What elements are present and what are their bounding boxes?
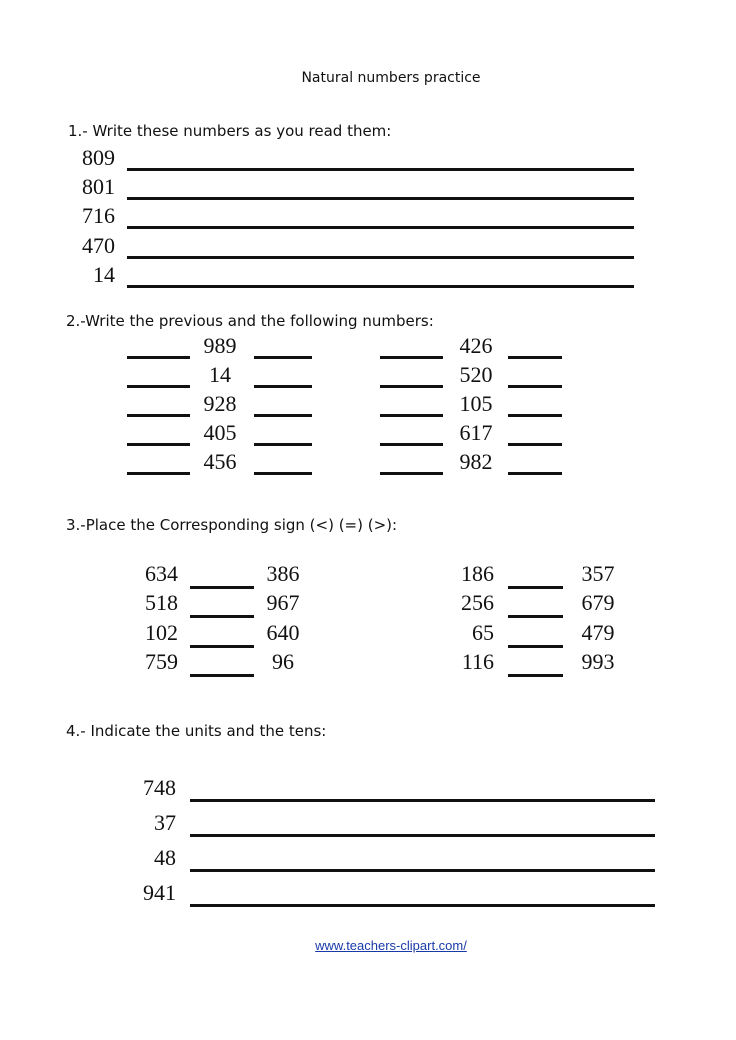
section3-sign-line[interactable] <box>190 645 254 648</box>
section3-left-number: 256 <box>461 590 494 615</box>
section2-previous-line[interactable] <box>380 472 443 475</box>
section2-following-line[interactable] <box>508 443 562 446</box>
section1-answer-line[interactable] <box>127 226 634 229</box>
section2-number: 928 <box>203 391 237 416</box>
section2-following-line[interactable] <box>254 414 312 417</box>
section2-following-line[interactable] <box>508 472 562 475</box>
section2-previous-line[interactable] <box>380 356 443 359</box>
section2-following-line[interactable] <box>254 385 312 388</box>
section1-answer-line[interactable] <box>127 285 634 288</box>
section2-previous-line[interactable] <box>380 414 443 417</box>
section3-left-number: 634 <box>145 561 178 586</box>
section3-right-number: 96 <box>272 649 294 674</box>
footer-link[interactable]: www.teachers-clipart.com/ <box>315 938 467 953</box>
section1-number: 716 <box>82 203 115 228</box>
section1-number: 14 <box>93 262 115 287</box>
section2-number: 617 <box>459 420 493 445</box>
section2-number: 989 <box>203 333 237 358</box>
section3-right-number: 386 <box>266 561 300 586</box>
section3-right-number: 357 <box>581 561 615 586</box>
section3-sign-line[interactable] <box>508 615 563 618</box>
section4-number: 48 <box>154 845 176 870</box>
section2-previous-line[interactable] <box>127 385 190 388</box>
section3-sign-line[interactable] <box>190 674 254 677</box>
section2-previous-line[interactable] <box>127 443 190 446</box>
section4-number: 748 <box>143 775 176 800</box>
section2-previous-line[interactable] <box>380 385 443 388</box>
section2-previous-line[interactable] <box>127 414 190 417</box>
page-title: Natural numbers practice <box>301 70 481 86</box>
section1-heading: 1.- Write these numbers as you read them: <box>68 122 392 140</box>
section2-previous-line[interactable] <box>127 356 190 359</box>
section2-following-line[interactable] <box>508 385 562 388</box>
section4-number: 941 <box>143 880 176 905</box>
section2-following-line[interactable] <box>508 356 562 359</box>
section2-previous-line[interactable] <box>380 443 443 446</box>
section2-number: 105 <box>459 391 493 416</box>
section3-heading: 3.-Place the Corresponding sign (<) (=) (>): <box>66 516 398 534</box>
section3-right-number: 967 <box>266 590 300 615</box>
section3-left-number: 186 <box>461 561 494 586</box>
section3-sign-line[interactable] <box>190 615 254 618</box>
section2-following-line[interactable] <box>254 356 312 359</box>
section1-answer-line[interactable] <box>127 256 634 259</box>
section2-following-line[interactable] <box>254 472 312 475</box>
section4-answer-line[interactable] <box>190 834 655 837</box>
section3-sign-line[interactable] <box>508 645 563 648</box>
section1-number: 809 <box>82 145 115 170</box>
section3-right-number: 640 <box>266 620 300 645</box>
section3-left-number: 102 <box>145 620 178 645</box>
section3-right-number: 479 <box>581 620 615 645</box>
section2-previous-line[interactable] <box>127 472 190 475</box>
section3-left-number: 116 <box>461 649 494 674</box>
section4-answer-line[interactable] <box>190 869 655 872</box>
section4-answer-line[interactable] <box>190 799 655 802</box>
section2-number: 426 <box>459 333 493 358</box>
section2-number: 456 <box>203 449 237 474</box>
section2-number: 14 <box>209 362 231 387</box>
section3-right-number: 679 <box>581 590 615 615</box>
section2-following-line[interactable] <box>254 443 312 446</box>
section3-left-number: 65 <box>472 620 494 645</box>
section3-left-number: 518 <box>145 590 178 615</box>
section2-following-line[interactable] <box>508 414 562 417</box>
section4-answer-line[interactable] <box>190 904 655 907</box>
section3-left-number: 759 <box>145 649 178 674</box>
section2-number: 982 <box>459 449 493 474</box>
section4-heading: 4.- Indicate the units and the tens: <box>66 722 327 740</box>
section2-number: 405 <box>203 420 237 445</box>
section2-heading: 2.-Write the previous and the following numbers: <box>66 312 434 330</box>
section1-answer-line[interactable] <box>127 197 634 200</box>
section1-number: 470 <box>82 233 115 258</box>
section3-sign-line[interactable] <box>508 674 563 677</box>
section4-number: 37 <box>154 810 176 835</box>
section3-sign-line[interactable] <box>508 586 563 589</box>
section2-number: 520 <box>459 362 493 387</box>
section3-right-number: 993 <box>581 649 615 674</box>
section3-sign-line[interactable] <box>190 586 254 589</box>
section1-number: 801 <box>82 174 115 199</box>
section1-answer-line[interactable] <box>127 168 634 171</box>
